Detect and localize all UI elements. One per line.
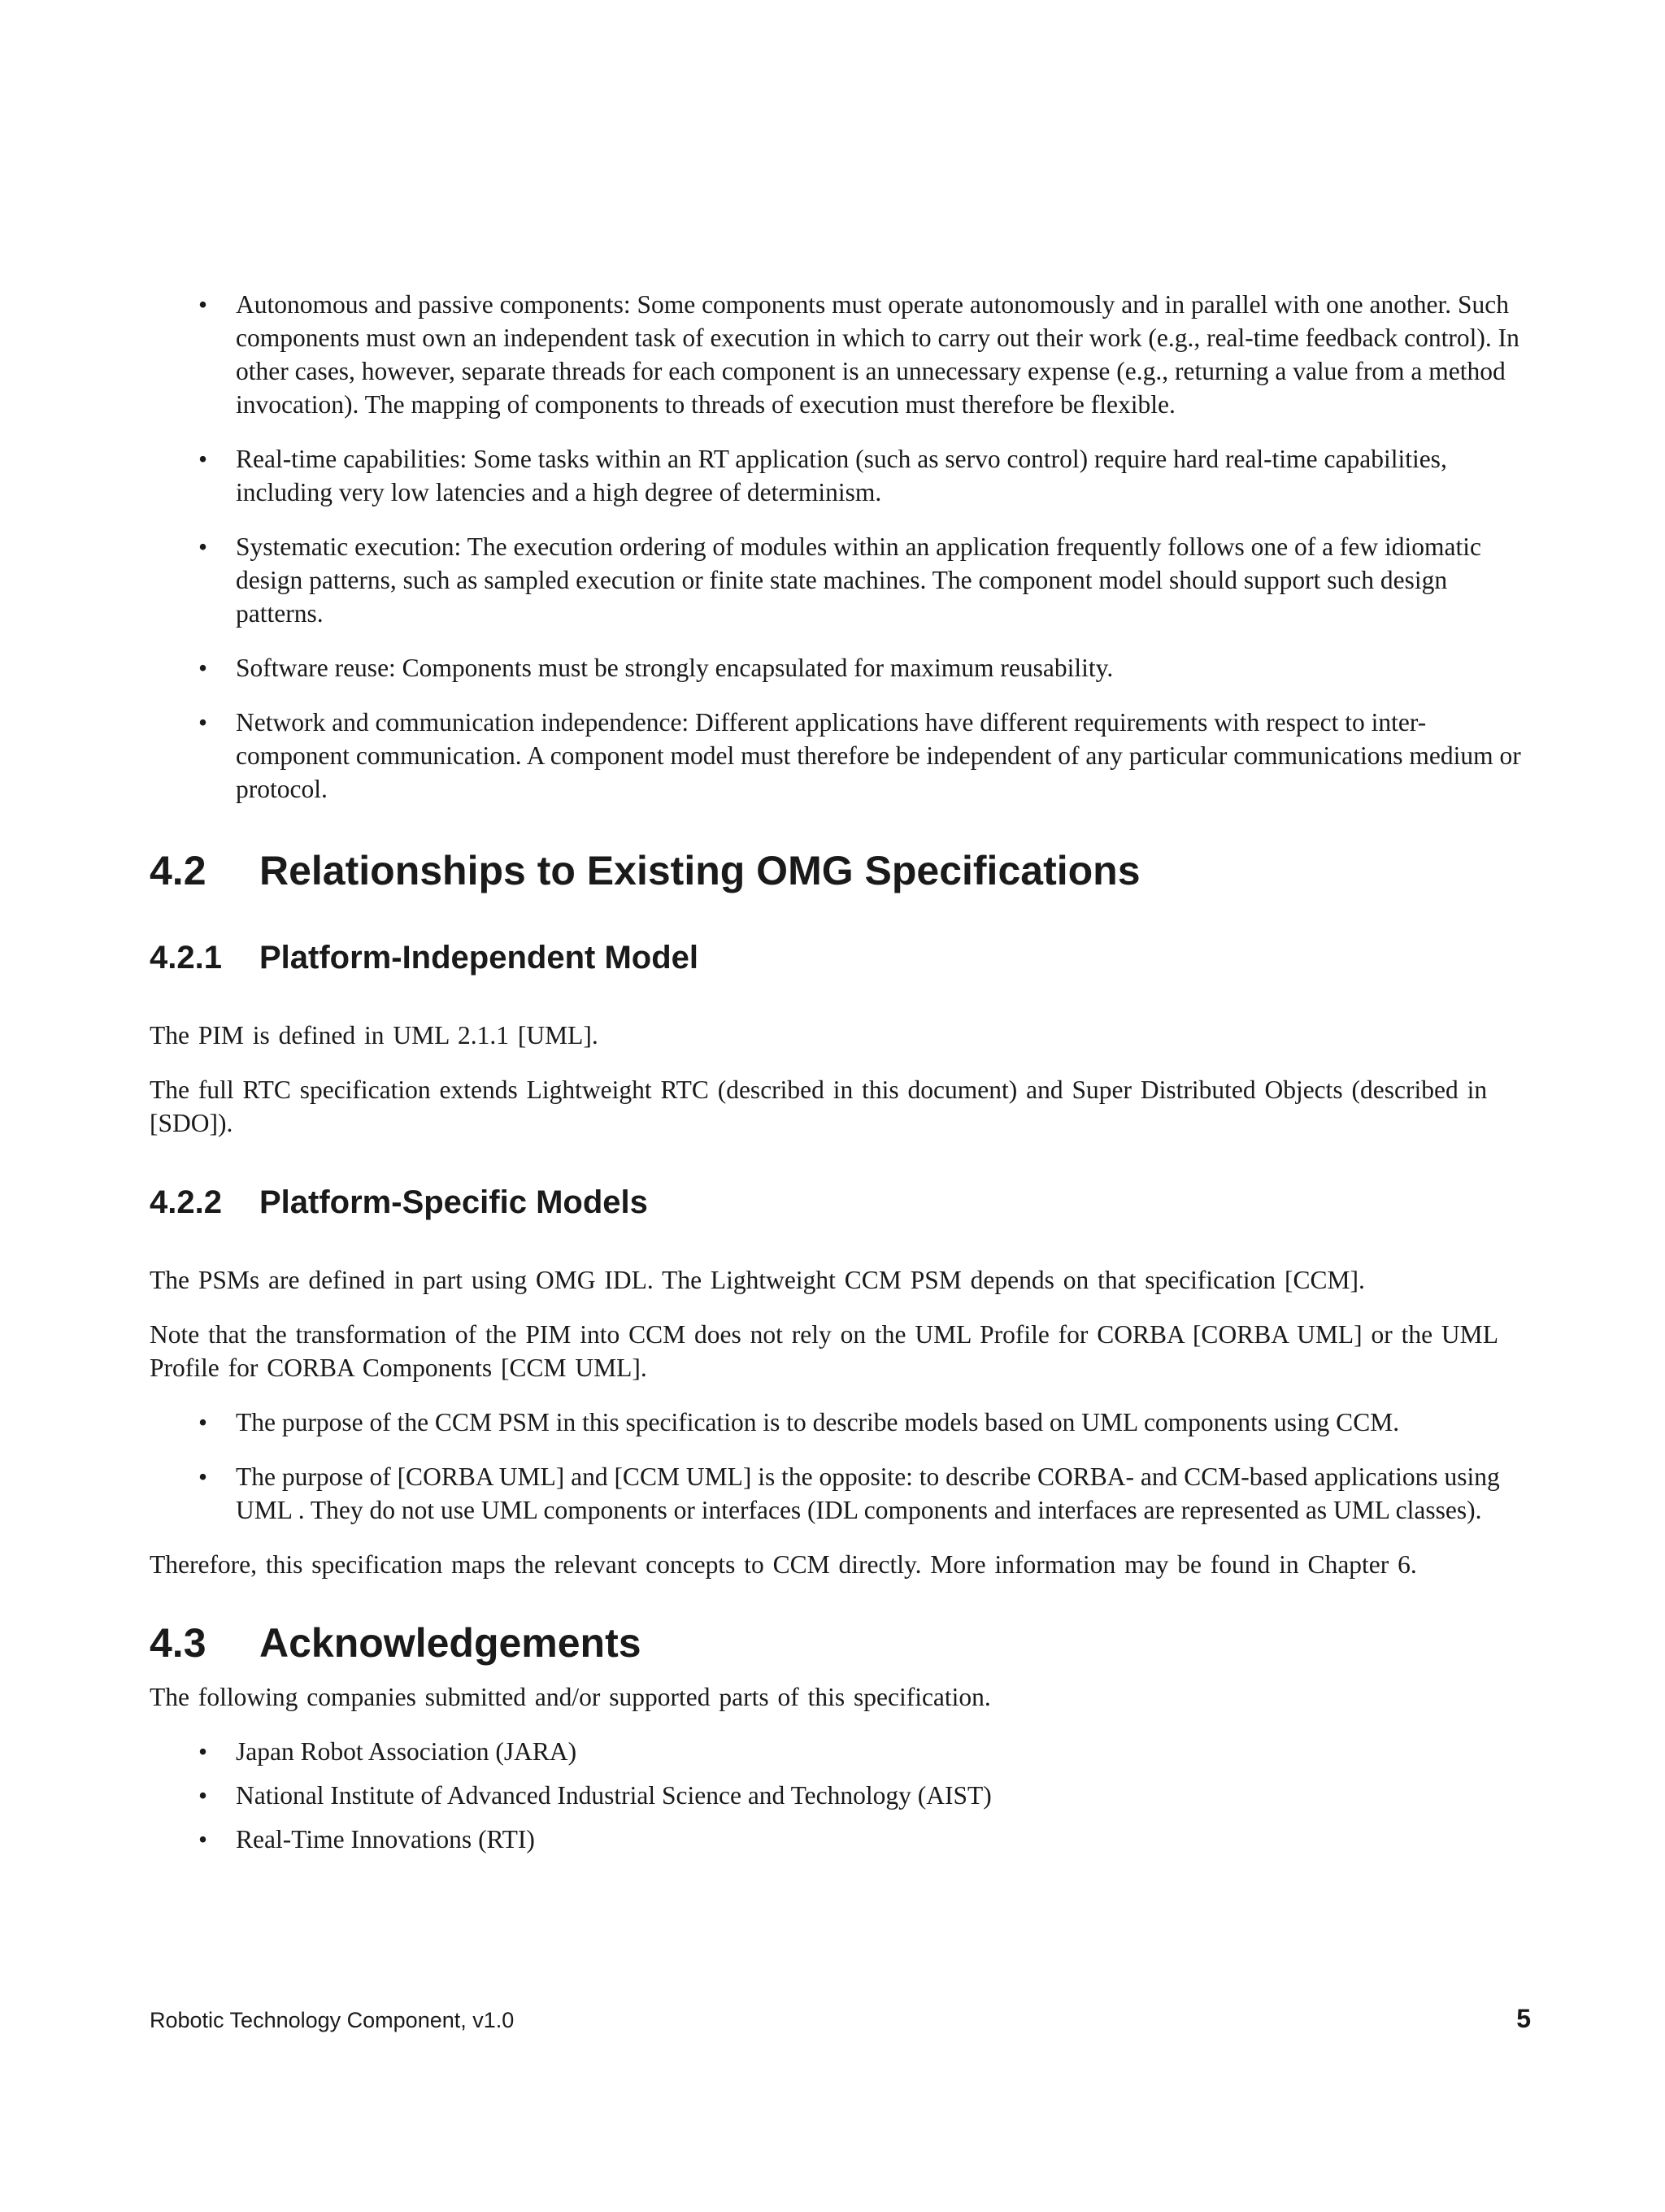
list-item: • Software reuse: Components must be strongly encapsulated for maximum reusability.	[150, 651, 1532, 684]
companies-list	[150, 1735, 1532, 1856]
bullet-icon: •	[198, 1462, 208, 1491]
list-item: • National Institute of Advanced Industrial Science and Technology (AIST)	[150, 1779, 1532, 1812]
list-item: • Real-Time Innovations (RTI)	[150, 1823, 1532, 1856]
section-number: 4.2.1	[150, 940, 222, 976]
list-item: • The purpose of [CORBA UML] and [CCM UML] is the opposite: to describe CORBA- and CCM-based applications using UML . They do not use UML components or interfaces (IDL components and interfaces are represented as UML classes).	[150, 1460, 1532, 1527]
paragraph: Note that the transformation of the PIM into CCM does not rely on the UML Profile for CORBA [CORBA UML] or the UML Profile for CORBA Components [CCM UML].	[150, 1320, 1498, 1382]
section-heading-4-3	[150, 1619, 1532, 1667]
list-item: • Japan Robot Association (JARA)	[150, 1735, 1532, 1768]
paragraph: Therefore, this specification maps the relevant concepts to CCM directly. More information may be found in Chapter 6.	[150, 1550, 1417, 1579]
section-title: Platform-Independent Model	[259, 940, 698, 976]
section-number: 4.2	[150, 848, 206, 893]
bullet-icon: •	[198, 1737, 208, 1766]
section-heading-4-2-1	[150, 937, 1532, 978]
section-title: Acknowledgements	[259, 1620, 641, 1666]
page-content	[150, 288, 1532, 1867]
bullet-icon: •	[198, 290, 208, 319]
bullet-icon: •	[198, 1781, 208, 1810]
bullet-icon: •	[198, 445, 208, 473]
section-number: 4.3	[150, 1620, 206, 1666]
paragraph: The full RTC specification extends Lightweight RTC (described in this document) and Super Distributed Objects (described in [SDO]).	[150, 1076, 1488, 1137]
list-item: • Real-time capabilities: Some tasks within an RT application (such as servo control) require hard real-time capabilities, including very low latencies and a high degree of determinism.	[150, 442, 1532, 509]
list-item: • Network and communication independence: Different applications have different requirements with respect to inter-component communication. A component model must therefore be independent of any particular communications medium or protocol.	[150, 706, 1532, 806]
section-heading-4-2-2	[150, 1182, 1532, 1223]
bullet-icon: •	[198, 1408, 208, 1436]
section-title: Platform-Specific Models	[259, 1184, 648, 1220]
bullet-icon: •	[198, 708, 208, 737]
list-item: • Autonomous and passive components: Some components must operate autonomously and in parallel with one another. Such components must own an independent task of execution in which to carry out their work (e.g., real-time feedback control). In other cases, however, separate threads for each component is an unnecessary expense (e.g., returning a value from a method invocation). The mapping of components to threads of execution must therefore be flexible.	[150, 288, 1532, 421]
section-heading-4-2	[150, 846, 1532, 895]
bullet-icon: •	[198, 532, 208, 561]
bullet-icon: •	[198, 654, 208, 682]
paragraph: The PIM is defined in UML 2.1.1 [UML].	[150, 1021, 598, 1050]
section-number: 4.2.2	[150, 1184, 222, 1220]
footer-document-title: Robotic Technology Component, v1.0	[150, 2008, 515, 2032]
paragraph: The following companies submitted and/or supported parts of this specification.	[150, 1683, 991, 1711]
list-item: • Systematic execution: The execution ordering of modules within an application frequently follows one of a few idiomatic design patterns, such as sampled execution or finite state machines. The component model should support such design patterns.	[150, 530, 1532, 630]
psm-bullet-list	[150, 1406, 1532, 1527]
paragraph: The PSMs are defined in part using OMG IDL. The Lightweight CCM PSM depends on that specification [CCM].	[150, 1266, 1365, 1294]
bullet-icon: •	[198, 1825, 208, 1853]
intro-bullet-list	[150, 288, 1532, 806]
page-number: 5	[1516, 2004, 1531, 2033]
list-item: • The purpose of the CCM PSM in this specification is to describe models based on UML components using CCM.	[150, 1406, 1532, 1439]
section-title: Relationships to Existing OMG Specifications	[259, 848, 1141, 893]
